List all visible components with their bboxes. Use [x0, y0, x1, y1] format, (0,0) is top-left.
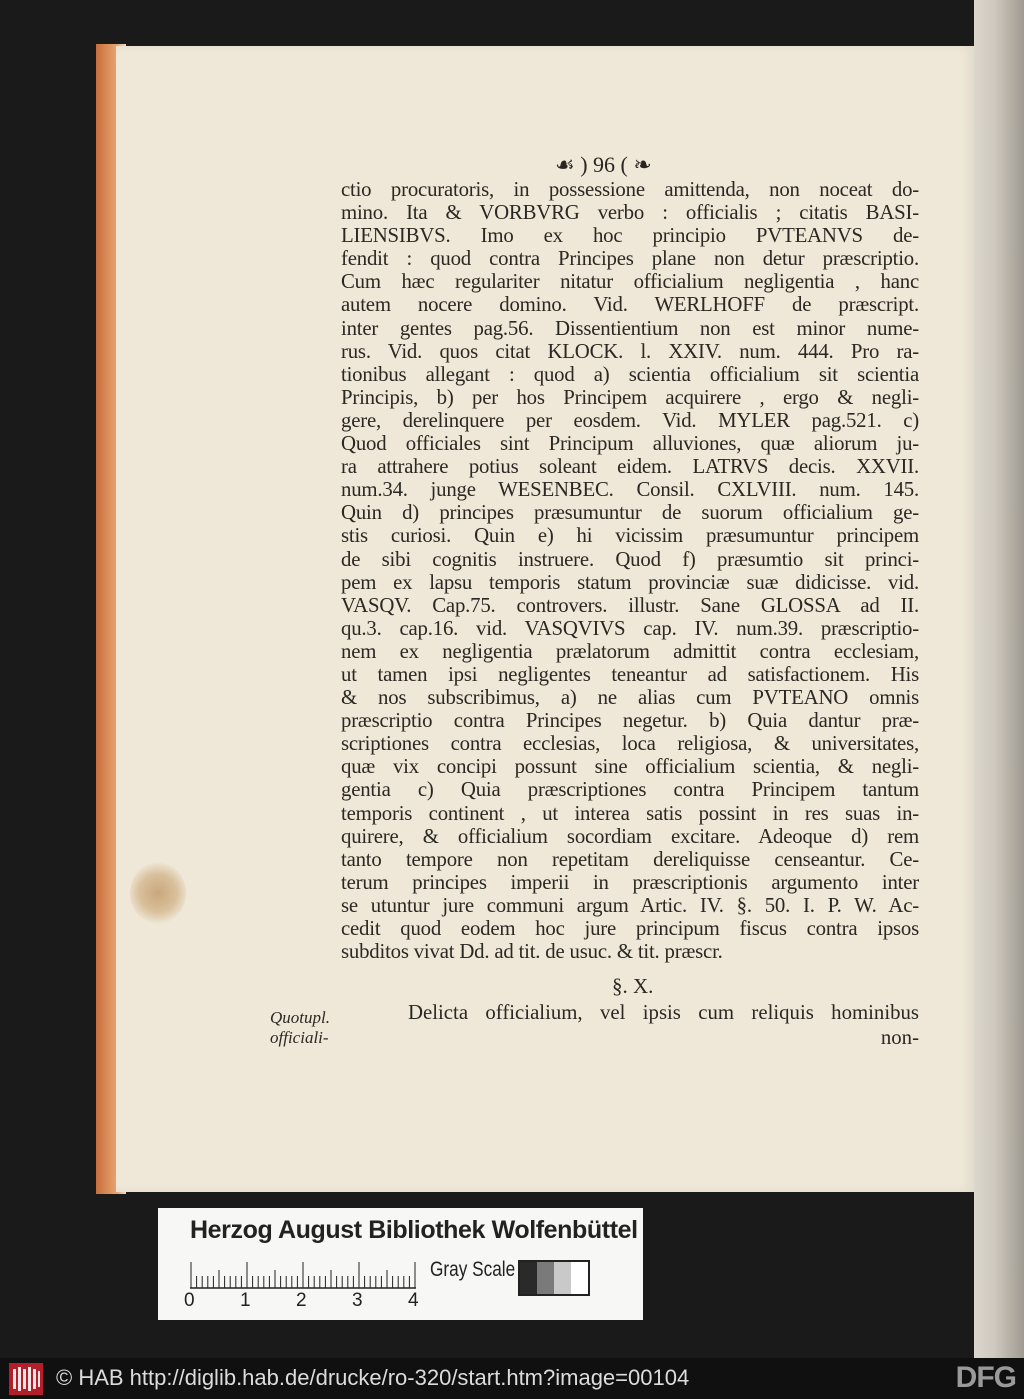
text-line: de sibi cognitis instruere. Quod f) præsumtio sit princi- [341, 547, 919, 571]
text-line: gere, derelinquere per eosdem. Vid. MYLER pag.521. c) [341, 408, 919, 432]
section-number: §. X. [612, 974, 654, 998]
text-line: qu.3. cap.16. vid. VASQVIVS cap. IV. num.39. præscriptio- [341, 616, 919, 640]
card-title: Herzog August Bibliothek Wolfenbüttel [190, 1216, 638, 1244]
text-line: Cum hæc regulariter nitatur officialium negligentia , hanc [341, 270, 919, 294]
text-line: Quin d) principes præsumuntur de suorum officialium ge- [341, 501, 919, 525]
text-line: ctio procuratoris, in possessione amittenda, non noceat do- [341, 178, 919, 201]
margin-note-line: Quotupl. [270, 1008, 330, 1027]
text-line: nem ex negligentia prælatorum admittit contra ecclesiam, [341, 639, 919, 663]
text-line: LIENSIBVS. Imo ex hoc principio PVTEANVS de- [341, 224, 919, 248]
text-line: quirere, & officialium socordiam excitare. Adeoque d) rem [341, 824, 919, 848]
text-line: tionibus allegant : quod a) scientia officialium sit scientia [341, 362, 919, 386]
ruler-number: 4 [408, 1290, 419, 1311]
gray-scale-label: Gray Scale [430, 1258, 516, 1281]
text-line: inter gentes pag.56. Dissentientium non est minor nume- [341, 316, 919, 340]
gray-swatch [554, 1262, 571, 1294]
adjacent-page [974, 0, 1024, 1358]
margin-note-line: officiali- [270, 1028, 329, 1047]
library-logo-icon [8, 1362, 44, 1396]
body-text [341, 178, 919, 963]
text-line: mino. Ita & VORBVRG verbo : officialis ; citatis BASI- [341, 201, 919, 225]
text-line: cedit quod eodem hoc jure principum fiscus contra ipsos [341, 917, 919, 940]
margin-note [270, 1008, 330, 1048]
ruler-number: 0 [184, 1290, 195, 1311]
text-line: Principis, b) per hos Principem acquirere , ergo & negli- [341, 385, 919, 409]
text-line: præscriptio contra Principes negetur. b) Quia dantur præ- [341, 709, 919, 733]
footer-source-link[interactable]: © HAB http://diglib.hab.de/drucke/ro-320/start.htm?image=00104 [56, 1365, 690, 1390]
paper-stain [130, 862, 186, 924]
text-line: autem nocere domino. Vid. WERLHOFF de præscript. [341, 293, 919, 317]
section-first-line: Delicta officialium, vel ipsis cum reliquis hominibus [408, 1001, 919, 1024]
text-line: quæ vix concipi possunt sine officialium scientia, & negli- [341, 755, 919, 779]
ruler-number: 3 [352, 1290, 363, 1311]
text-line: gentia c) Quia præscriptiones contra Principem tantum [341, 778, 919, 802]
dfg-logo: DFG [955, 1361, 1016, 1394]
text-line: subditos vivat Dd. ad tit. de usuc. & tit. præscr. [341, 940, 723, 964]
gray-swatch [520, 1262, 537, 1294]
catchword: non- [880, 1026, 919, 1049]
text-line: tanto tempore non repetitam dereliquisse censeantur. Ce- [341, 847, 919, 871]
gray-swatch [537, 1262, 554, 1294]
text-line: stis curiosi. Quin e) hi vicissim præsumuntur principem [341, 524, 919, 548]
text-line: num.34. junge WESENBEC. Consil. CXLVIII. num. 145. [341, 478, 919, 502]
text-line: & nos subscribimus, a) ne alias cum PVTEANO omnis [341, 686, 919, 710]
text-line: temporis continent , ut interea satis possint in res suas in- [341, 801, 919, 825]
ruler-number: 2 [296, 1290, 307, 1311]
gray-scale-bar [518, 1260, 590, 1296]
ruler-numbers [184, 1290, 464, 1312]
text-line: ra attrahere potius soleant eidem. LATRVS decis. XXVII. [341, 455, 919, 479]
text-line: pem ex lapsu temporis statum provinciæ suæ didicisse. vid. [341, 570, 919, 594]
text-line: terum principes imperii in præscriptionis argumento inter [341, 870, 919, 894]
text-line: Quod officiales sint Principum alluviones, quæ aliorum ju- [341, 432, 919, 456]
text-line: scriptiones contra ecclesias, loca religiosa, & universitates, [341, 732, 919, 756]
gray-swatch [571, 1262, 588, 1294]
text-line: fendit : quod contra Principes plane non detur præscriptio. [341, 247, 919, 271]
text-line: VASQV. Cap.75. controvers. illustr. Sane GLOSSA ad II. [341, 593, 919, 617]
running-head: ☙ ) 96 ( ❧ [555, 152, 652, 177]
text-line: rus. Vid. quos citat KLOCK. l. XXIV. num. 444. Pro ra- [341, 339, 919, 363]
text-line: ut tamen ipsi negligentes teneantur ad satisfactionem. His [341, 662, 919, 686]
ruler-number: 1 [240, 1290, 251, 1311]
color-reference-card [158, 1208, 643, 1320]
text-line: se utuntur jure communi argum Artic. IV. §. 50. I. P. W. Ac- [341, 893, 919, 917]
ruler-scale [190, 1260, 416, 1290]
